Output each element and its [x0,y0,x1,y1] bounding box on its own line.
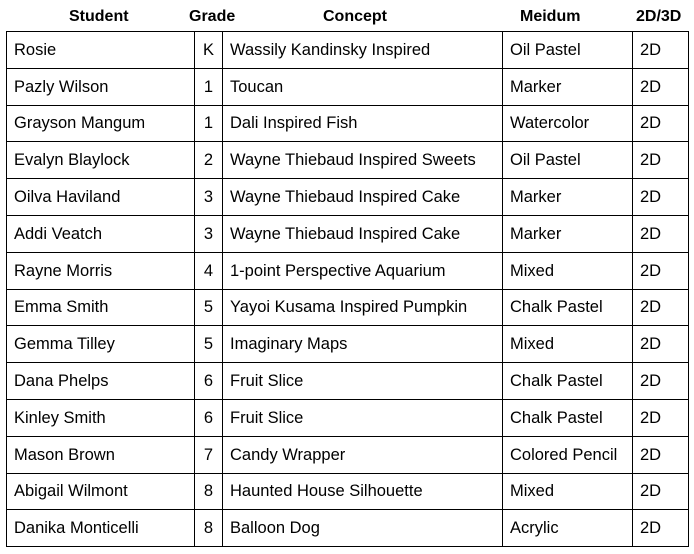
grade-cell: 8 [195,473,223,510]
medium-cell: Chalk Pastel [503,289,633,326]
concept-cell: Haunted House Silhouette [223,473,503,510]
medium-cell: Marker [503,68,633,105]
type-cell: 2D [633,32,689,69]
student-cell: Mason Brown [7,436,195,473]
table-row [7,399,689,436]
table-row [7,215,689,252]
roster-table [6,31,689,547]
concept-cell: Wayne Thiebaud Inspired Cake [223,215,503,252]
medium-cell: Marker [503,179,633,216]
header-student: Student [69,8,129,25]
medium-cell: Watercolor [503,105,633,142]
grade-cell: 2 [195,142,223,179]
type-cell: 2D [633,473,689,510]
table-row [7,179,689,216]
student-cell: Oilva Haviland [7,179,195,216]
grade-cell: K [195,32,223,69]
grade-cell: 3 [195,215,223,252]
table-row [7,68,689,105]
concept-cell: Wayne Thiebaud Inspired Cake [223,179,503,216]
concept-cell: Fruit Slice [223,399,503,436]
table-row [7,252,689,289]
medium-cell: Mixed [503,326,633,363]
table-row [7,289,689,326]
student-cell: Addi Veatch [7,215,195,252]
grade-cell: 8 [195,510,223,547]
header-medium: Meidum [520,8,581,25]
student-cell: Gemma Tilley [7,326,195,363]
type-cell: 2D [633,105,689,142]
grade-cell: 5 [195,326,223,363]
medium-cell: Mixed [503,252,633,289]
concept-cell: Wassily Kandinsky Inspired [223,32,503,69]
type-cell: 2D [633,363,689,400]
header-concept: Concept [323,8,387,25]
header-grade: Grade [189,8,236,25]
medium-cell: Acrylic [503,510,633,547]
concept-cell: Fruit Slice [223,363,503,400]
type-cell: 2D [633,289,689,326]
concept-cell: Candy Wrapper [223,436,503,473]
type-cell: 2D [633,68,689,105]
type-cell: 2D [633,179,689,216]
type-cell: 2D [633,326,689,363]
medium-cell: Mixed [503,473,633,510]
grade-cell: 5 [195,289,223,326]
concept-cell: Yayoi Kusama Inspired Pumpkin [223,289,503,326]
grade-cell: 6 [195,363,223,400]
table-row [7,436,689,473]
concept-cell: 1-point Perspective Aquarium [223,252,503,289]
table-row [7,105,689,142]
student-cell: Dana Phelps [7,363,195,400]
type-cell: 2D [633,252,689,289]
concept-cell: Imaginary Maps [223,326,503,363]
table-row [7,363,689,400]
concept-cell: Balloon Dog [223,510,503,547]
column-header-row [0,0,694,33]
table-row [7,326,689,363]
roster-table-body [7,32,689,547]
student-cell: Rayne Morris [7,252,195,289]
medium-cell: Chalk Pastel [503,363,633,400]
medium-cell: Marker [503,215,633,252]
table-row [7,32,689,69]
concept-cell: Wayne Thiebaud Inspired Sweets [223,142,503,179]
grade-cell: 1 [195,105,223,142]
student-cell: Evalyn Blaylock [7,142,195,179]
student-cell: Rosie [7,32,195,69]
grade-cell: 7 [195,436,223,473]
student-cell: Abigail Wilmont [7,473,195,510]
medium-cell: Oil Pastel [503,142,633,179]
student-cell: Pazly Wilson [7,68,195,105]
table-row [7,473,689,510]
table-row [7,510,689,547]
student-cell: Kinley Smith [7,399,195,436]
grade-cell: 3 [195,179,223,216]
student-cell: Grayson Mangum [7,105,195,142]
medium-cell: Oil Pastel [503,32,633,69]
student-cell: Emma Smith [7,289,195,326]
medium-cell: Chalk Pastel [503,399,633,436]
header-2d-3d: 2D/3D [636,8,682,25]
grade-cell: 4 [195,252,223,289]
type-cell: 2D [633,142,689,179]
medium-cell: Colored Pencil [503,436,633,473]
type-cell: 2D [633,510,689,547]
table-row [7,142,689,179]
grade-cell: 1 [195,68,223,105]
student-cell: Danika Monticelli [7,510,195,547]
type-cell: 2D [633,436,689,473]
type-cell: 2D [633,215,689,252]
concept-cell: Dali Inspired Fish [223,105,503,142]
grade-cell: 6 [195,399,223,436]
concept-cell: Toucan [223,68,503,105]
type-cell: 2D [633,399,689,436]
